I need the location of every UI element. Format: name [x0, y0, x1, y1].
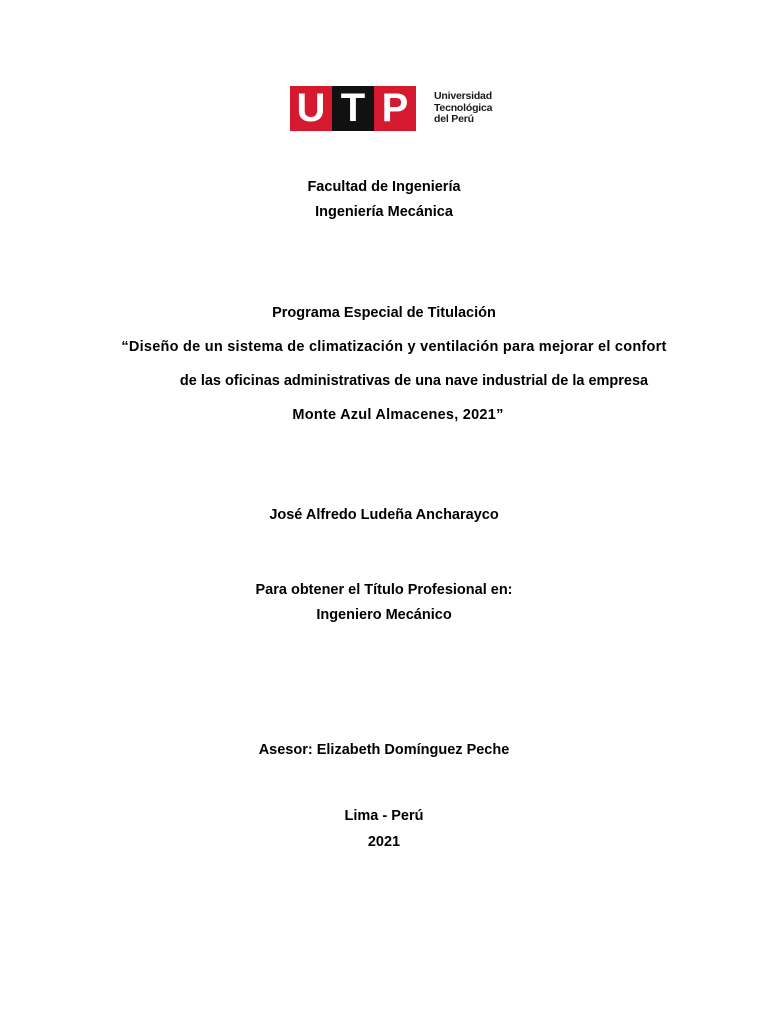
university-name-line: Universidad — [434, 90, 492, 102]
special-program-title: Programa Especial de Titulación — [272, 305, 496, 321]
program-title: Ingeniería Mecánica — [315, 204, 453, 220]
advisor: Asesor: Elizabeth Domínguez Peche — [258, 742, 510, 758]
university-name-line: del Perú — [434, 113, 474, 125]
thesis-title-line-2: de las oficinas administrativas de una nave industrial de la empresa — [179, 373, 649, 389]
author-name: José Alfredo Ludeña Ancharayco — [269, 507, 499, 523]
thesis-title-line-3: Monte Azul Almacenes, 2021” — [292, 407, 504, 423]
degree-name: Ingeniero Mecánico — [316, 607, 452, 623]
university-name — [434, 91, 492, 126]
place: Lima - Perú — [344, 808, 424, 824]
logo-letter-u: U — [290, 86, 332, 131]
faculty-title: Facultad de Ingeniería — [307, 179, 461, 195]
year: 2021 — [367, 834, 401, 850]
utp-logo — [290, 86, 502, 131]
degree-intro: Para obtener el Título Profesional en: — [255, 582, 513, 598]
logo-letter-t: T — [332, 86, 374, 131]
university-name-line: Tecnológica — [434, 101, 493, 114]
thesis-title-line-1: “Diseño de un sistema de climatización y ventilación para mejorar el confort — [121, 339, 667, 355]
logo-letter-p: P — [374, 86, 416, 131]
